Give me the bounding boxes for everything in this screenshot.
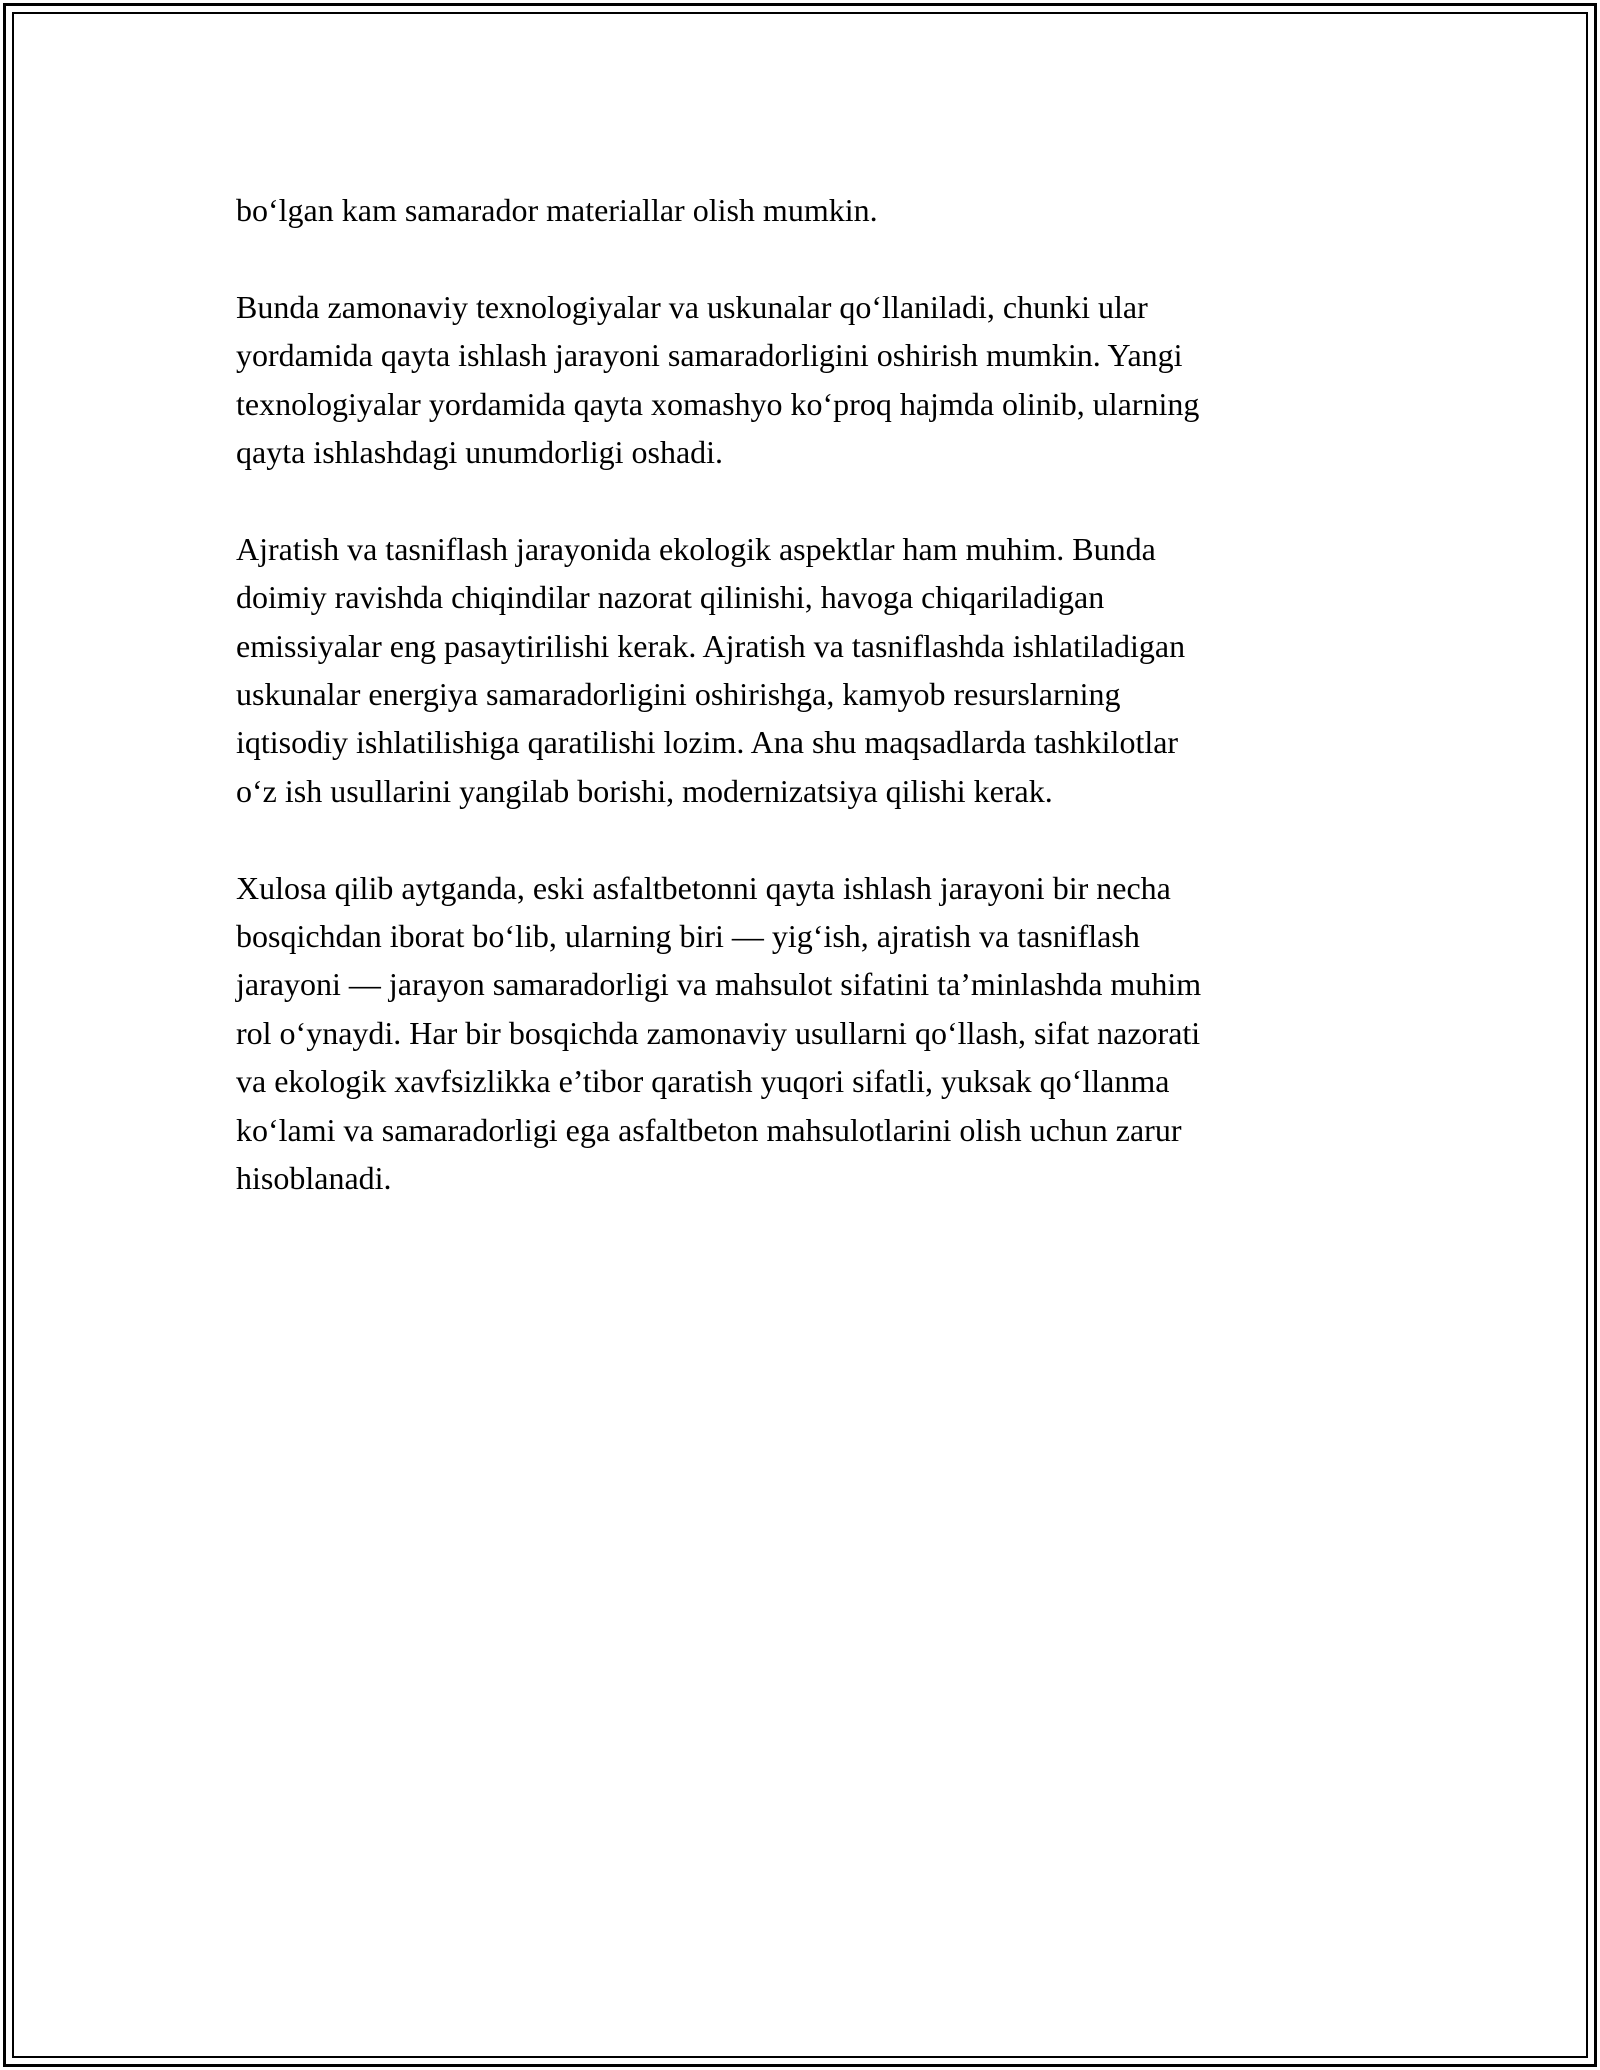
text-line: bosqichdan iborat bo‘lib, ularning biri — yig‘ish, ajratish va tasniflash: [236, 918, 1140, 955]
text-line: ko‘lami va samaradorligi ega asfaltbeton mahsulotlarini olish uchun zarur: [236, 1111, 1182, 1148]
text-line: bo‘lgan kam samarador materiallar olish mumkin.: [236, 192, 878, 228]
text-line: doimiy ravishda chiqindilar nazorat qilinishi, havoga chiqariladigan: [236, 579, 1105, 616]
paragraph-4: [236, 864, 1366, 1203]
text-line: uskunalar energiya samaradorligini oshirishga, kamyob resurslarning: [236, 676, 1121, 713]
text-line: emissiyalar eng pasaytirilishi kerak. Ajratish va tasniflashda ishlatiladigan: [236, 627, 1186, 664]
paragraph-2: [236, 283, 1366, 477]
text-line: Bunda zamonaviy texnologiyalar va uskunalar qo‘llaniladi, chunki ular: [236, 288, 1148, 325]
paragraph-1: [236, 186, 1366, 234]
text-line: iqtisodiy ishlatilishiga qaratilishi lozim. Ana shu maqsadlarda tashkilotlar: [236, 724, 1179, 761]
text-line: rol o‘ynaydi. Har bir bosqichda zamonaviy usullarni qo‘llash, sifat nazorati: [236, 1014, 1201, 1051]
text-line: o‘z ish usullarini yangilab borishi, modernizatsiya qilishi kerak.: [236, 772, 1053, 809]
text-line: Ajratish va tasniflash jarayonida ekologik aspektlar ham muhim. Bunda: [236, 530, 1156, 567]
text-line: Xulosa qilib aytganda, eski asfaltbetonni qayta ishlash jarayoni bir necha: [236, 869, 1171, 906]
paragraph-3: [236, 525, 1366, 815]
text-line: texnologiyalar yordamida qayta xomashyo ko‘proq hajmda olinib, ularning: [236, 385, 1200, 422]
text-line: jarayoni — jarayon samaradorligi va mahsulot sifatini ta’minlashda muhim: [236, 966, 1202, 1003]
text-line: va ekologik xavfsizlikka e’tibor qaratish yuqori sifatli, yuksak qo‘llanma: [236, 1063, 1170, 1100]
document-body: [236, 186, 1366, 1251]
text-line: hisoblanadi.: [236, 1160, 392, 1197]
text-line: qayta ishlashdagi unumdorligi oshadi.: [236, 434, 724, 471]
text-line: yordamida qayta ishlash jarayoni samaradorligini oshirish mumkin. Yangi: [236, 337, 1183, 374]
